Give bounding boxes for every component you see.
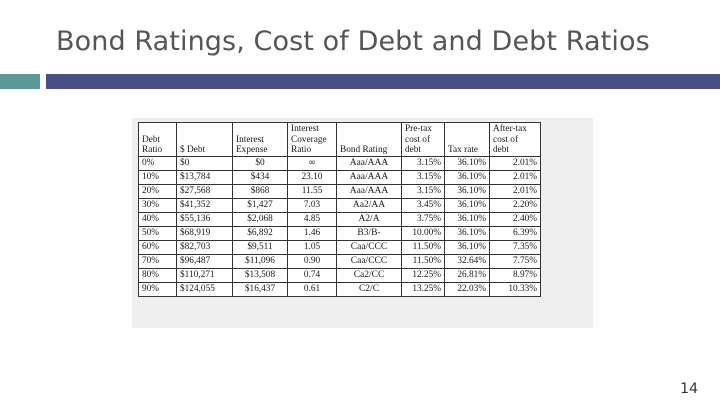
cell-pretax-cost-of-debt: 10.00% [402,226,445,240]
cell-debt-ratio: 90% [139,282,177,296]
table-row [139,184,541,198]
cell-debt-ratio: 20% [139,184,177,198]
cell-interest-coverage-ratio: 23.10 [288,170,337,184]
header-line: cost of [405,134,431,145]
cell-interest-expense: $1,427 [233,198,288,212]
cell-bond-rating: Caa/CCC [337,240,402,254]
bond-rating-table [138,122,541,297]
cell-dollar-debt: $13,784 [177,170,233,184]
cell-debt-ratio: 60% [139,240,177,254]
cell-interest-expense: $11,096 [233,254,288,268]
cell-dollar-debt: $68,919 [177,226,233,240]
cell-debt-ratio: 70% [139,254,177,268]
header-line: $ Debt [180,145,206,155]
cell-tax-rate: 36.10% [445,226,490,240]
cell-bond-rating: B3/B- [337,226,402,240]
header-line: Ratio [291,145,312,155]
header-line: Debt [142,134,161,145]
header-line: debt [493,145,510,155]
table-row [139,170,541,184]
cell-pretax-cost-of-debt: 3.15% [402,184,445,198]
cell-aftertax-cost-of-debt: 2.01% [490,156,541,170]
header-line: Tax rate [448,145,479,155]
cell-interest-expense: $0 [233,156,288,170]
cell-interest-expense: $13,508 [233,268,288,282]
cell-debt-ratio: 0% [139,156,177,170]
slide-title: Bond Ratings, Cost of Debt and Debt Ratios [56,26,650,57]
cell-bond-rating: Aaa/AAA [337,170,402,184]
header-interest-expense [233,123,288,157]
cell-interest-coverage-ratio: 0.74 [288,268,337,282]
header-bond-rating [337,123,402,157]
cell-interest-expense: $434 [233,170,288,184]
cell-dollar-debt: $0 [177,156,233,170]
table-row [139,282,541,296]
cell-interest-expense: $6,892 [233,226,288,240]
table-row [139,156,541,170]
header-line: Pre-tax [405,124,432,134]
cell-interest-coverage-ratio: 11.55 [288,184,337,198]
cell-pretax-cost-of-debt: 13.25% [402,282,445,296]
cell-interest-coverage-ratio: 1.05 [288,240,337,254]
cell-tax-rate: 32.64% [445,254,490,268]
header-pretax-cost-of-debt [402,123,445,157]
cell-aftertax-cost-of-debt: 8.97% [490,268,541,282]
table-row [139,268,541,282]
cell-pretax-cost-of-debt: 12.25% [402,268,445,282]
header-line: cost of [493,134,519,145]
cell-aftertax-cost-of-debt: 7.35% [490,240,541,254]
cell-debt-ratio: 40% [139,212,177,226]
header-line: After-tax [493,124,527,134]
cell-interest-expense: $2,068 [233,212,288,226]
cell-interest-coverage-ratio: 7.03 [288,198,337,212]
cell-pretax-cost-of-debt: 11.50% [402,254,445,268]
cell-tax-rate: 36.10% [445,198,490,212]
cell-bond-rating: Aa2/AA [337,198,402,212]
cell-aftertax-cost-of-debt: 10.33% [490,282,541,296]
cell-interest-expense: $9,511 [233,240,288,254]
cell-pretax-cost-of-debt: 3.75% [402,212,445,226]
cell-aftertax-cost-of-debt: 2.01% [490,184,541,198]
cell-tax-rate: 36.10% [445,170,490,184]
cell-interest-coverage-ratio: 0.61 [288,282,337,296]
cell-bond-rating: A2/A [337,212,402,226]
cell-bond-rating: Caa/CCC [337,254,402,268]
header-line: Bond Rating [340,145,388,155]
table-body [139,156,541,296]
header-line: Interest [291,124,319,134]
table-row [139,212,541,226]
cell-aftertax-cost-of-debt: 2.40% [490,212,541,226]
header-line: debt [405,145,422,155]
cell-pretax-cost-of-debt: 11.50% [402,240,445,254]
cell-dollar-debt: $96,487 [177,254,233,268]
cell-interest-coverage-ratio: ∞ [288,156,337,170]
cell-tax-rate: 36.10% [445,156,490,170]
cell-pretax-cost-of-debt: 3.15% [402,156,445,170]
table-row [139,226,541,240]
cell-pretax-cost-of-debt: 3.45% [402,198,445,212]
header-line: Coverage [291,134,327,145]
header-tax-rate [445,123,490,157]
cell-bond-rating: Aaa/AAA [337,156,402,170]
cell-aftertax-cost-of-debt: 7.75% [490,254,541,268]
cell-pretax-cost-of-debt: 3.15% [402,170,445,184]
cell-aftertax-cost-of-debt: 2.01% [490,170,541,184]
cell-tax-rate: 36.10% [445,212,490,226]
cell-dollar-debt: $82,703 [177,240,233,254]
accent-bar [46,74,720,89]
cell-dollar-debt: $110,271 [177,268,233,282]
page-number: 14 [680,381,698,397]
cell-dollar-debt: $55,136 [177,212,233,226]
cell-bond-rating: Aaa/AAA [337,184,402,198]
cell-tax-rate: 22.03% [445,282,490,296]
bond-rating-table-image [132,118,593,328]
table-row [139,198,541,212]
cell-debt-ratio: 30% [139,198,177,212]
header-debt-ratio [139,123,177,157]
header-line: Ratio [142,145,163,155]
cell-dollar-debt: $41,352 [177,198,233,212]
cell-dollar-debt: $27,568 [177,184,233,198]
cell-debt-ratio: 10% [139,170,177,184]
cell-debt-ratio: 80% [139,268,177,282]
cell-interest-coverage-ratio: 1.46 [288,226,337,240]
cell-tax-rate: 36.10% [445,184,490,198]
header-interest-coverage-ratio [288,123,337,157]
cell-bond-rating: C2/C [337,282,402,296]
header-line: Expense [236,145,268,155]
cell-aftertax-cost-of-debt: 6.39% [490,226,541,240]
cell-interest-coverage-ratio: 0.90 [288,254,337,268]
header-line: Interest [236,134,264,145]
cell-interest-expense: $16,437 [233,282,288,296]
table-row [139,240,541,254]
cell-interest-coverage-ratio: 4.85 [288,212,337,226]
accent-block [0,74,40,89]
header-aftertax-cost-of-debt [490,123,541,157]
cell-tax-rate: 36.10% [445,240,490,254]
table-row [139,254,541,268]
cell-tax-rate: 26.81% [445,268,490,282]
cell-aftertax-cost-of-debt: 2.20% [490,198,541,212]
cell-interest-expense: $868 [233,184,288,198]
cell-dollar-debt: $124,055 [177,282,233,296]
cell-debt-ratio: 50% [139,226,177,240]
header-dollar-debt [177,123,233,157]
cell-bond-rating: Ca2/CC [337,268,402,282]
table-header-row [139,123,541,157]
